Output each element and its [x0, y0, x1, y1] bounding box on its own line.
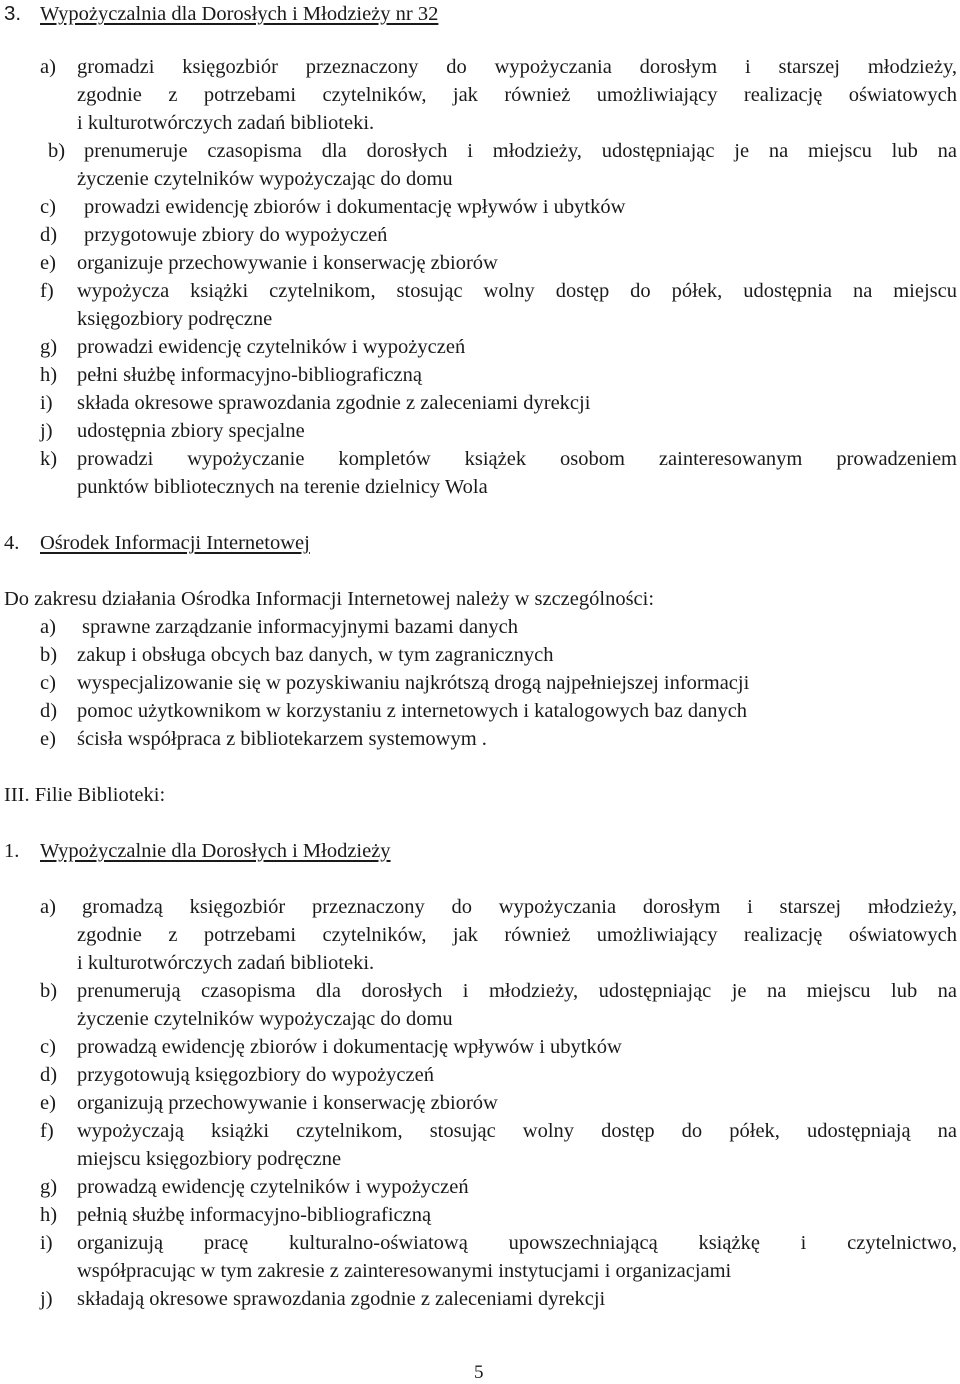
list-item-text-line: wypożycza książki czytelnikom, stosując wolny dostęp do półek, udostępnia na miejscu — [77, 280, 957, 302]
list-item-text-line: ścisła współpraca z bibliotekarzem systemowym . — [77, 728, 487, 750]
list-item-text-line: organizują przechowywanie i konserwację zbiorów — [77, 1092, 498, 1114]
list-item-label: c) — [40, 196, 56, 218]
list-item-text-line: prowadzi ewidencję zbiorów i dokumentację wpływów i ubytków — [84, 196, 626, 218]
list-item-label: i) — [40, 392, 53, 414]
section-4-intro: Do zakresu działania Ośrodka Informacji Internetowej należy w szczególności: — [4, 588, 655, 610]
list-item-label: j) — [40, 420, 53, 442]
filie-heading: III. Filie Biblioteki: — [4, 784, 166, 806]
page-number: 5 — [474, 1362, 484, 1383]
section-1-title: Wypożyczalnie dla Dorosłych i Młodzieży — [40, 840, 391, 862]
list-item-text-line: współpracując w tym zakresie z zainteresowanymi instytucjami i organizacjami — [77, 1260, 732, 1282]
section-1-number: 1. — [4, 840, 20, 862]
list-item-text-line: prowadzą ewidencję czytelników i wypożyczeń — [77, 1176, 469, 1198]
list-item-label: g) — [40, 1176, 58, 1198]
list-item-label: k) — [40, 448, 58, 470]
list-item-text-line: księgozbiory podręczne — [77, 308, 273, 330]
list-item-label: d) — [40, 224, 58, 246]
list-item-label: a) — [40, 896, 56, 918]
list-item-text-line: organizują pracę kulturalno-oświatową upowszechniającą książkę i czytelnictwo, — [77, 1232, 957, 1254]
list-item-text-line: pomoc użytkownikom w korzystaniu z internetowych i katalogowych baz danych — [77, 700, 748, 722]
list-item-label: e) — [40, 728, 56, 750]
list-item-label: b) — [40, 980, 58, 1002]
list-item-label: e) — [40, 252, 56, 274]
list-item-text-line: składają okresowe sprawozdania zgodnie z zaleceniami dyrekcji — [77, 1288, 606, 1310]
list-item-label: b) — [48, 140, 66, 162]
list-item-text-line: pełnią służbę informacyjno-bibliograficzną — [77, 1204, 432, 1226]
list-item-text-line: zgodnie z potrzebami czytelników, jak również umożliwiający realizację oświatowych — [77, 924, 957, 946]
list-item-text-line: pełni służbę informacyjno-bibliograficzną — [77, 364, 422, 386]
list-item-text-line: prenumerują czasopisma dla dorosłych i młodzieży, udostępniając je na miejscu lub na — [77, 980, 957, 1002]
list-item-label: e) — [40, 1092, 56, 1114]
list-item-text-line: sprawne zarządzanie informacyjnymi bazami danych — [82, 616, 518, 638]
list-item-text-line: prowadzi wypożyczanie kompletów książek osobom zainteresowanym prowadzeniem — [77, 448, 957, 470]
list-item-label: j) — [40, 1288, 53, 1310]
list-item-text-line: udostępnia zbiory specjalne — [77, 420, 305, 442]
list-item-label: f) — [40, 280, 54, 302]
list-item-text-line: prowadzą ewidencję zbiorów i dokumentację wpływów i ubytków — [77, 1036, 622, 1058]
list-item-text-line: punktów bibliotecznych na terenie dzielnicy Wola — [77, 476, 488, 498]
section-4-number: 4. — [4, 532, 20, 554]
list-item-text-line: wyspecjalizowanie się w pozyskiwaniu najkrótszą drogą najpełniejszej informacji — [77, 672, 750, 694]
section-3-number: 3. — [4, 2, 22, 25]
list-item-label: h) — [40, 364, 58, 386]
list-item-text-line: prenumeruje czasopisma dla dorosłych i młodzieży, udostępniając je na miejscu lub na — [84, 140, 957, 162]
list-item-text-line: składa okresowe sprawozdania zgodnie z zaleceniami dyrekcji — [77, 392, 591, 414]
list-item-text-line: przygotowuje zbiory do wypożyczeń — [84, 224, 388, 246]
list-item-label: h) — [40, 1204, 58, 1226]
list-item-label: i) — [40, 1232, 53, 1254]
list-item-text-line: gromadzą księgozbiór przeznaczony do wypożyczania dorosłym i starszej młodzieży, — [82, 896, 957, 918]
list-item-text-line: przygotowują księgozbiory do wypożyczeń — [77, 1064, 434, 1086]
list-item-label: d) — [40, 1064, 58, 1086]
section-3-title: Wypożyczalnia dla Dorosłych i Młodzieży nr 32 — [40, 3, 439, 25]
section-4-title: Ośrodek Informacji Internetowej — [40, 532, 310, 554]
list-item-label: c) — [40, 1036, 56, 1058]
list-item-label: b) — [40, 644, 58, 666]
list-item-text-line: gromadzi księgozbiór przeznaczony do wypożyczania dorosłym i starszej młodzieży, — [77, 56, 957, 78]
list-item-label: f) — [40, 1120, 54, 1142]
list-item-label: d) — [40, 700, 58, 722]
list-item-label: a) — [40, 616, 56, 638]
list-item-text-line: wypożyczają książki czytelnikom, stosując wolny dostęp do półek, udostępniają na — [77, 1120, 957, 1142]
list-item-text-line: życzenie czytelników wypożyczając do domu — [77, 168, 453, 190]
list-item-text-line: i kulturotwórczych zadań biblioteki. — [77, 112, 375, 134]
list-item-label: g) — [40, 336, 58, 358]
list-item-text-line: i kulturotwórczych zadań biblioteki. — [77, 952, 375, 974]
list-item-text-line: organizuje przechowywanie i konserwację zbiorów — [77, 252, 498, 274]
list-item-text-line: prowadzi ewidencję czytelników i wypożyczeń — [77, 336, 466, 358]
list-item-text-line: życzenie czytelników wypożyczając do domu — [77, 1008, 453, 1030]
list-item-label: a) — [40, 56, 56, 78]
list-item-text-line: zakup i obsługa obcych baz danych, w tym zagranicznych — [77, 644, 554, 666]
list-item-label: c) — [40, 672, 56, 694]
list-item-text-line: miejscu księgozbiory podręczne — [77, 1148, 342, 1170]
list-item-text-line: zgodnie z potrzebami czytelników, jak również umożliwiający realizację oświatowych — [77, 84, 957, 106]
